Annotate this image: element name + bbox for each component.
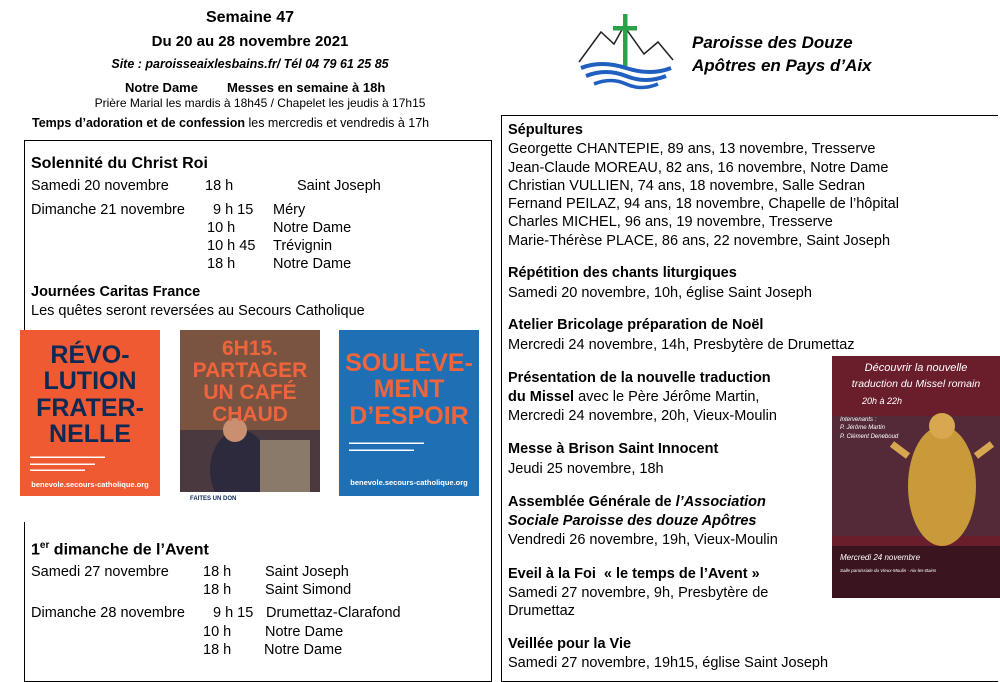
poster-headline: RÉVO- LUTION FRATER- NELLE [36, 341, 144, 448]
christ-roi-place: Notre Dame [273, 256, 352, 272]
christ-roi-time: 18 h [205, 178, 234, 194]
parish-name-line2: Apôtres en Pays d’Aix [692, 56, 872, 75]
missel-poster-date: Mercredi 24 novembre [840, 553, 921, 562]
caritas-text: Les quêtes seront reversées au Secours Catholique [31, 303, 365, 319]
poster-footer [339, 496, 479, 522]
avent-time: 18 h [203, 564, 232, 580]
caritas-title: Journées Caritas France [31, 284, 201, 300]
brison-text: Jeudi 25 novembre, 18h [508, 461, 664, 477]
logo-graphic [576, 10, 676, 90]
avent-time: 10 h [203, 624, 232, 640]
bricolage-text: Mercredi 24 novembre, 14h, Presbytère de Drumettaz [508, 337, 855, 353]
poster-headline: SOULÈVE- MENT D’ESPOIR [345, 349, 473, 430]
avent-title-sup: er [39, 540, 50, 551]
missel-poster-line1: Découvrir la nouvelle [864, 362, 968, 374]
parish-name-line1: Paroisse des Douze [692, 33, 853, 52]
avent-place: Notre Dame [264, 642, 343, 658]
assemblee-title-line2: Sociale Paroisse des douze Apôtres [508, 513, 757, 529]
poster-body-text: ▬▬▬▬▬▬▬▬▬▬▬▬▬▬▬ ▬▬▬▬▬▬▬▬▬▬▬▬▬ [349, 440, 424, 453]
sepulture-line: Jean-Claude MOREAU, 82 ans, 16 novembre, Notre Dame [508, 160, 889, 176]
poster-partager-cafe [180, 330, 320, 522]
missel-poster-line2: traduction du Missel romain [851, 378, 981, 390]
poster-revolution-fraternelle [20, 330, 160, 522]
assemblee-title [508, 494, 766, 510]
adoration-rest: les mercredis et vendredis à 17h [245, 116, 430, 130]
bricolage-title: Atelier Bricolage préparation de Noël [508, 317, 764, 333]
priere-info: Prière Marial les mardis à 18h45 / Chapelet les jeudis à 17h15 [94, 96, 426, 110]
avent-row: Dimanche 28 novembre [31, 605, 185, 621]
avent-time: 9 h 15 [213, 605, 254, 621]
date-range: Du 20 au 28 novembre 2021 [151, 33, 349, 50]
adoration-info [32, 116, 429, 130]
assemblee-title-pre: Assemblée Générale de [508, 494, 676, 510]
eveil-text-line2: Drumettaz [508, 603, 575, 619]
veillee-text: Samedi 27 novembre, 19h15, église Saint Joseph [508, 655, 829, 671]
christ-roi-row: Dimanche 21 novembre [31, 202, 185, 218]
poster-body-text: ▬▬▬▬▬▬▬▬▬▬▬▬▬▬▬ ▬▬▬▬▬▬▬▬▬▬▬▬▬ ▬▬▬▬▬▬▬▬▬▬▬ [30, 454, 105, 473]
parish-logo [576, 10, 676, 90]
sepulture-line: Georgette CHANTEPIE, 89 ans, 13 novembre, Tresserve [508, 141, 876, 157]
avent-time: 18 h [203, 582, 232, 598]
christ-roi-time: 9 h 15 [213, 202, 254, 218]
assemblee-text: Vendredi 26 novembre, 19h, Vieux-Moulin [508, 532, 778, 548]
christ-roi-row: Samedi 20 novembre [31, 178, 169, 194]
christ-roi-time: 10 h 45 [207, 238, 256, 254]
brison-title: Messe à Brison Saint Innocent [508, 441, 719, 457]
christ-roi-time: 18 h [207, 256, 236, 272]
sepultures-title: Sépultures [508, 122, 583, 138]
missel-text: Mercredi 24 novembre, 20h, Vieux-Moulin [508, 408, 777, 424]
avent-time: 18 h [203, 642, 232, 658]
christ-roi-place: Méry [273, 202, 306, 218]
missel-title: Présentation de la nouvelle traduction [508, 370, 771, 386]
christ-roi-place: Trévignin [273, 238, 333, 254]
poster-soulevement-espoir [339, 330, 479, 522]
week-title: Semaine 47 [205, 9, 295, 26]
poster-url: benevole.secours-catholique.org [350, 478, 468, 487]
missel-title-rest: avec le Père Jérôme Martin, [574, 389, 760, 405]
veillee-title: Veillée pour la Vie [508, 636, 632, 652]
messes-semaine: Messes en semaine à 18h [227, 80, 386, 95]
avent-place: Saint Joseph [265, 564, 349, 580]
chants-title: Répétition des chants liturgiques [508, 265, 737, 281]
sepulture-line: Charles MICHEL, 96 ans, 19 novembre, Tresserve [508, 214, 833, 230]
missel-title-bold: du Missel [508, 389, 575, 405]
missel-poster-place: Salle paroissiale du Vieux-Moulin - Aix-les-Bains [840, 568, 937, 573]
missel-poster-speakers: Intervenants : P. Jérôme Martin P. Clément Deneboud [840, 417, 899, 440]
missel-poster-time: 20h à 22h [862, 396, 903, 406]
poster-missel [832, 356, 1000, 598]
christ-roi-time: 10 h [207, 220, 236, 236]
christ-roi-place: Saint Joseph [297, 178, 381, 194]
poster-url: FAITES UN DON [190, 496, 237, 502]
poster-headline: 6H15. PARTAGER UN CAFÉ CHAUD [192, 337, 308, 427]
assemblee-title-it: l’Association [675, 494, 766, 510]
sepulture-line: Christian VULLIEN, 74 ans, 18 novembre, Salle Sedran [508, 178, 866, 194]
avent-place: Notre Dame [265, 624, 344, 640]
avent-place: Saint Simond [265, 582, 352, 598]
sepulture-line: Marie-Thérèse PLACE, 86 ans, 22 novembre, Saint Joseph [508, 233, 891, 249]
avent-place: Drumettaz-Clarafond [266, 605, 401, 621]
site-info[interactable]: Site : paroisseaixlesbains.fr/ Tél 04 79 61 25 85 [111, 57, 389, 71]
chants-text: Samedi 20 novembre, 10h, église Saint Joseph [508, 285, 812, 301]
christ-roi-title: Solennité du Christ Roi [31, 155, 208, 172]
christ-roi-place: Notre Dame [273, 220, 352, 236]
avent-title-text: dimanche de l’Avent [49, 541, 209, 559]
avent-title [31, 540, 209, 559]
notre-dame-label: Notre Dame [125, 80, 198, 95]
eveil-title: Eveil à la Foi « le temps de l’Avent » [508, 566, 760, 582]
missel-title-line2 [508, 389, 759, 405]
sepulture-line: Fernand PEILAZ, 94 ans, 18 novembre, Chapelle de l’hôpital [508, 196, 899, 212]
poster-url: benevole.secours-catholique.org [31, 480, 149, 489]
adoration-bold: Temps d’adoration et de confession [32, 116, 245, 130]
avent-title-num: 1 [31, 541, 40, 559]
poster-footer [20, 496, 160, 522]
eveil-text: Samedi 27 novembre, 9h, Presbytère de [508, 585, 769, 601]
avent-row: Samedi 27 novembre [31, 564, 169, 580]
